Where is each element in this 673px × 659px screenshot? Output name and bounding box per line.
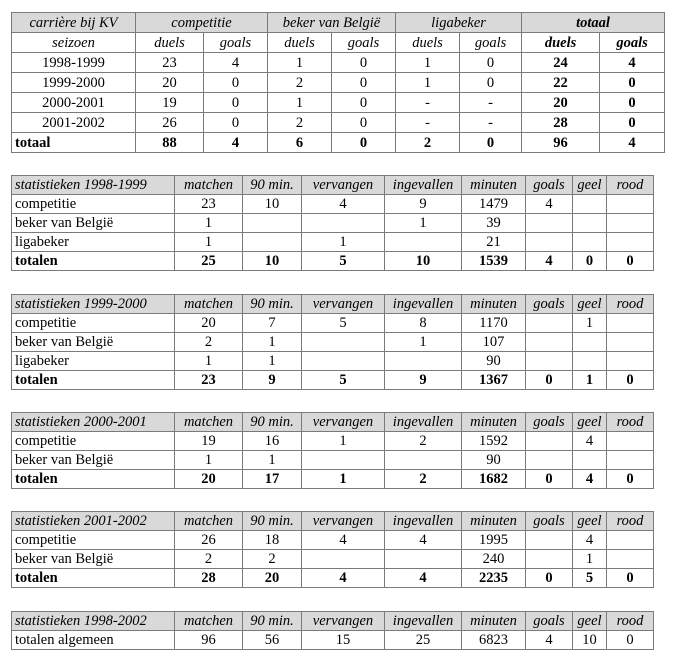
competition-label: ligabeker [12,233,175,252]
total-value: 23 [175,371,243,390]
stat-value [243,233,302,252]
total-value: 4 [600,133,665,153]
total-value: 4 [204,133,268,153]
stat-value [526,432,573,451]
stat-value [573,451,607,470]
total-value: 4 [302,569,385,588]
stats-table-overall [11,611,654,650]
value-cell: 0 [332,73,396,93]
stat-value: 1 [302,233,385,252]
competition-label: competitie [12,314,175,333]
stats-total-row [12,371,654,390]
stats-title: statistieken 1998-2002 [12,612,175,631]
value-cell: 1 [268,53,332,73]
stat-value [573,195,607,214]
stat-value [607,451,654,470]
stats-row [12,352,654,371]
column-header: minuten [462,512,526,531]
overall-label: totalen algemeen [12,631,175,650]
stat-value [607,432,654,451]
stat-value [302,451,385,470]
column-header: geel [573,612,607,631]
career-subheader-duels: duels [136,33,204,53]
total-value: 0 [573,252,607,271]
career-subheader-duels: duels [268,33,332,53]
column-header: matchen [175,512,243,531]
stat-value: 2 [175,550,243,569]
stat-value: 39 [462,214,526,233]
stat-value: 19 [175,432,243,451]
total-value: 0 [607,371,654,390]
season-cell: 1999-2000 [12,73,136,93]
career-table [11,12,665,153]
stats-header-row [12,612,654,631]
column-header: goals [526,176,573,195]
column-header: vervangen [302,612,385,631]
total-value: 6 [268,133,332,153]
stat-value [526,314,573,333]
career-header-row-1 [12,13,665,33]
stat-value: 7 [243,314,302,333]
career-total-row [12,133,665,153]
stat-value: 20 [175,314,243,333]
value-cell: 0 [204,113,268,133]
stat-value: 21 [462,233,526,252]
stat-value: 1995 [462,531,526,550]
stats-title: statistieken 2001-2002 [12,512,175,531]
competition-label: ligabeker [12,352,175,371]
stats-header-row [12,295,654,314]
value-cell: 20 [136,73,204,93]
total-value: 5 [302,371,385,390]
column-header: 90 min. [243,295,302,314]
competition-label: beker van België [12,550,175,569]
stat-value [526,451,573,470]
stat-value: 4 [385,531,462,550]
stat-value: 4 [526,195,573,214]
total-value: 20 [243,569,302,588]
stat-value: 9 [385,195,462,214]
stats-row [12,314,654,333]
stat-value [526,233,573,252]
stat-value: 1 [573,314,607,333]
column-header: ingevallen [385,413,462,432]
value-cell: 22 [522,73,600,93]
career-body [12,53,665,153]
stat-value: 107 [462,333,526,352]
column-header: minuten [462,413,526,432]
overall-value: 4 [526,631,573,650]
stat-value [302,550,385,569]
stat-value [526,550,573,569]
total-value: 0 [526,371,573,390]
column-header: vervangen [302,413,385,432]
column-header: geel [573,512,607,531]
stat-value: 1170 [462,314,526,333]
stats-table-statistieken-2001-2002 [11,511,654,588]
value-cell: 0 [600,113,665,133]
career-row [12,93,665,113]
column-header: 90 min. [243,176,302,195]
stat-value [385,233,462,252]
career-header-row-2 [12,33,665,53]
career-subheader-goals: goals [332,33,396,53]
column-header: ingevallen [385,512,462,531]
value-cell: 0 [204,93,268,113]
value-cell: 2 [268,73,332,93]
stat-value: 1 [243,451,302,470]
column-header: geel [573,413,607,432]
total-value: 9 [385,371,462,390]
column-header: geel [573,295,607,314]
value-cell: 0 [332,53,396,73]
stat-value: 1 [573,550,607,569]
total-value: 1539 [462,252,526,271]
competition-label: competitie [12,531,175,550]
value-cell: - [396,93,460,113]
stats-total-row [12,470,654,489]
value-cell: 0 [332,93,396,113]
total-value: 1367 [462,371,526,390]
value-cell: - [460,93,522,113]
column-header: 90 min. [243,612,302,631]
total-value: 4 [526,252,573,271]
total-value: 20 [175,470,243,489]
overall-value: 96 [175,631,243,650]
total-value: 2 [385,470,462,489]
value-cell: 0 [600,73,665,93]
stats-table-statistieken-1999-2000 [11,294,654,390]
column-header: matchen [175,612,243,631]
column-header: vervangen [302,295,385,314]
value-cell: - [460,113,522,133]
competition-label: competitie [12,432,175,451]
total-value: 25 [175,252,243,271]
stat-value: 1592 [462,432,526,451]
stat-value: 23 [175,195,243,214]
stat-value [607,531,654,550]
total-value: 28 [175,569,243,588]
stat-value: 1 [175,352,243,371]
column-header: matchen [175,176,243,195]
stat-value: 2 [385,432,462,451]
column-header: goals [526,612,573,631]
stat-value [607,333,654,352]
stats-title: statistieken 1998-1999 [12,176,175,195]
stat-value: 1 [385,214,462,233]
total-value: 1 [573,371,607,390]
stat-value [607,550,654,569]
season-cell: 1998-1999 [12,53,136,73]
stat-value [526,352,573,371]
career-header-label: carrière bij KV [12,13,136,33]
total-value: 5 [573,569,607,588]
stat-value [302,352,385,371]
season-cell: 2000-2001 [12,93,136,113]
total-value: 5 [302,252,385,271]
column-header: vervangen [302,512,385,531]
stats-row [12,214,654,233]
value-cell: 4 [204,53,268,73]
stat-value [573,214,607,233]
stat-value [385,352,462,371]
column-header: minuten [462,295,526,314]
value-cell: 0 [332,113,396,133]
column-header: goals [526,512,573,531]
column-header: goals [526,413,573,432]
stats-row [12,451,654,470]
career-subheader-duels: duels [396,33,460,53]
column-header: 90 min. [243,413,302,432]
total-value: 9 [243,371,302,390]
stat-value: 90 [462,352,526,371]
column-header: ingevallen [385,176,462,195]
total-value: 1682 [462,470,526,489]
stat-value: 2 [243,550,302,569]
stats-header-row [12,413,654,432]
total-value: 4 [385,569,462,588]
stat-value [573,233,607,252]
total-value: 0 [332,133,396,153]
total-value: 0 [526,470,573,489]
total-value: 10 [385,252,462,271]
value-cell: 28 [522,113,600,133]
stat-value: 5 [302,314,385,333]
total-label: totalen [12,371,175,390]
value-cell: 23 [136,53,204,73]
competition-label: beker van België [12,451,175,470]
column-header: matchen [175,413,243,432]
stats-header-row [12,512,654,531]
total-value: 88 [136,133,204,153]
stat-value [607,314,654,333]
total-value: 0 [607,470,654,489]
value-cell: 0 [204,73,268,93]
stat-value [243,214,302,233]
stats-total-row [12,252,654,271]
overall-value: 6823 [462,631,526,650]
total-value: 4 [573,470,607,489]
column-header: ingevallen [385,295,462,314]
value-cell: 4 [600,53,665,73]
stats-row [12,432,654,451]
overall-value: 56 [243,631,302,650]
stats-table-statistieken-2000-2001 [11,412,654,489]
value-cell: 1 [396,73,460,93]
total-label: totalen [12,470,175,489]
total-value: 0 [607,569,654,588]
stat-value [302,333,385,352]
stat-value: 1 [243,333,302,352]
career-header-beker: beker van België [268,13,396,33]
stat-value: 1 [385,333,462,352]
stat-value [526,333,573,352]
overall-value: 10 [573,631,607,650]
career-row [12,53,665,73]
career-subheader-goals-total: goals [600,33,665,53]
stat-value [385,550,462,569]
stat-value: 4 [302,195,385,214]
stat-value [607,195,654,214]
stat-value: 1 [175,233,243,252]
career-subheader-duels-total: duels [522,33,600,53]
stat-value [573,352,607,371]
stat-value: 4 [302,531,385,550]
stats-row [12,531,654,550]
career-row [12,73,665,93]
value-cell: 0 [460,73,522,93]
career-subheader-goals: goals [460,33,522,53]
career-subheader-goals: goals [204,33,268,53]
stat-value [607,233,654,252]
column-header: rood [607,512,654,531]
stat-value [385,451,462,470]
stats-row [12,550,654,569]
value-cell: 26 [136,113,204,133]
column-header: geel [573,176,607,195]
stat-value [607,352,654,371]
season-cell: 2001-2002 [12,113,136,133]
stat-value: 90 [462,451,526,470]
stat-value [302,214,385,233]
stat-value: 1 [243,352,302,371]
overall-value: 15 [302,631,385,650]
column-header: rood [607,176,654,195]
overall-row [12,631,654,650]
column-header: 90 min. [243,512,302,531]
stat-value [607,214,654,233]
stats-row [12,195,654,214]
total-value: 2 [396,133,460,153]
column-header: ingevallen [385,612,462,631]
column-header: minuten [462,176,526,195]
column-header: matchen [175,295,243,314]
stat-value: 8 [385,314,462,333]
stat-value: 1 [175,451,243,470]
value-cell: 20 [522,93,600,113]
value-cell: 2 [268,113,332,133]
total-value: 96 [522,133,600,153]
stats-row [12,333,654,352]
value-cell: 0 [460,53,522,73]
value-cell: - [396,113,460,133]
stat-value: 16 [243,432,302,451]
stat-value: 26 [175,531,243,550]
value-cell: 1 [396,53,460,73]
career-row [12,113,665,133]
stat-value: 240 [462,550,526,569]
stat-value: 1479 [462,195,526,214]
overall-value: 0 [607,631,654,650]
stats-total-row [12,569,654,588]
column-header: goals [526,295,573,314]
career-header-ligabeker: ligabeker [396,13,522,33]
column-header: rood [607,612,654,631]
total-value: 0 [526,569,573,588]
stat-value: 1 [175,214,243,233]
total-label: totalen [12,569,175,588]
value-cell: 1 [268,93,332,113]
total-label: totaal [12,133,136,153]
overall-value: 25 [385,631,462,650]
value-cell: 19 [136,93,204,113]
career-header-competitie: competitie [136,13,268,33]
career-subheader-seizoen: seizoen [12,33,136,53]
stat-value [573,333,607,352]
total-value: 2235 [462,569,526,588]
stat-value [526,531,573,550]
column-header: rood [607,413,654,432]
competition-label: beker van België [12,333,175,352]
value-cell: 24 [522,53,600,73]
total-value: 1 [302,470,385,489]
stats-table-statistieken-1998-1999 [11,175,654,271]
total-value: 17 [243,470,302,489]
column-header: vervangen [302,176,385,195]
stat-value [526,214,573,233]
value-cell: 0 [600,93,665,113]
stats-header-row [12,176,654,195]
competition-label: beker van België [12,214,175,233]
career-header-totaal: totaal [522,13,665,33]
stat-value: 2 [175,333,243,352]
stat-value: 10 [243,195,302,214]
total-value: 0 [460,133,522,153]
total-label: totalen [12,252,175,271]
stat-value: 18 [243,531,302,550]
stats-row [12,233,654,252]
column-header: rood [607,295,654,314]
column-header: minuten [462,612,526,631]
competition-label: competitie [12,195,175,214]
stat-value: 1 [302,432,385,451]
stat-value: 4 [573,531,607,550]
stat-value: 4 [573,432,607,451]
total-value: 10 [243,252,302,271]
total-value: 0 [607,252,654,271]
stats-title: statistieken 2000-2001 [12,413,175,432]
stats-title: statistieken 1999-2000 [12,295,175,314]
